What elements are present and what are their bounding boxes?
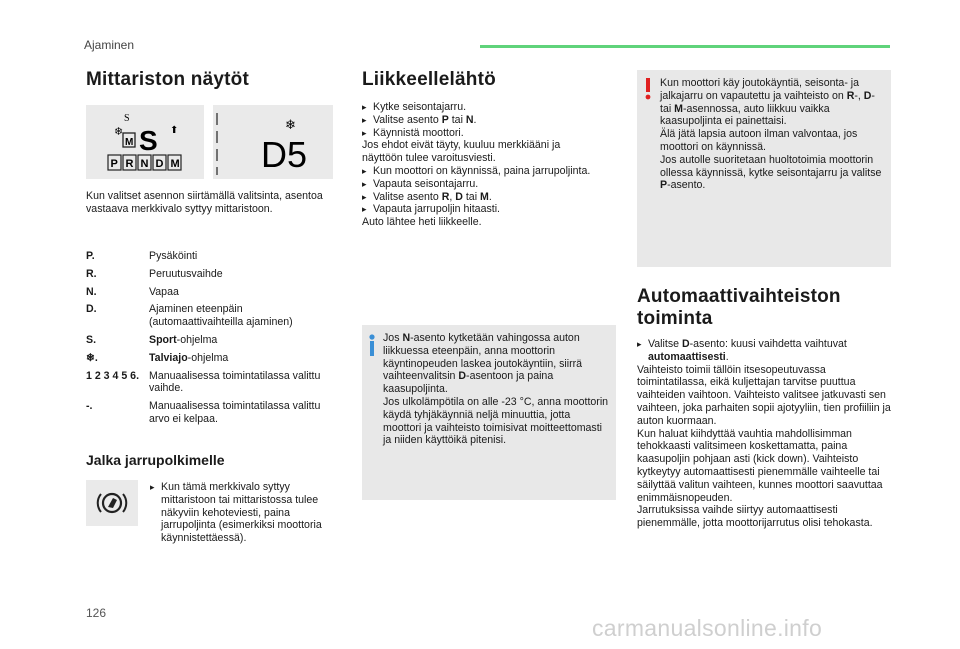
gearbox-paragraph: Vaihteisto toimii tällöin itsesopeutuvassa toimintatilassa, eikä kuljettajan tarvitse puuttua vaihteiden vaihtoon. Vaihteisto valitsee jatkuvasti sen vaihteen, joka parhaiten sopii ajotyyliin, tien profiiliin ja auton kuormaan. <box>637 363 891 427</box>
definition-row <box>86 286 326 299</box>
winter-snowflake-icon: ❄ <box>285 117 296 132</box>
definition-row <box>86 400 326 426</box>
definition-key: P. <box>86 250 95 262</box>
gearbox-paragraph: Kun haluat kiihdyttää vauhtia mahdollisimman tehokkaasti valitsimeen koskettamatta, paina kaasupoljin pohjaan asti (kick down). Vaihteisto kytkeytyy automaattisesti pienemmälle vaihteelle tai säilyttää valitun vaihteen, kunnes moottori saavuttaa enimmäisnopeuden. <box>637 427 883 504</box>
definition-value: Peruutusvaihde <box>149 267 223 280</box>
step-line: ▸ Valitse asento P tai N. <box>362 114 602 127</box>
up-arrow-icon: ⬆ <box>170 125 179 136</box>
d5-display-illustration <box>213 105 333 179</box>
definition-value: Manuaalisessa toimintatilassa valittu arvo ei kelpaa. <box>149 400 321 425</box>
selector-letter-n: N <box>140 158 149 170</box>
step-line: ▸ Käynnistä moottori. <box>362 127 602 140</box>
warning-paragraph: Jos autolle suoritetaan huoltotoimia moottorin ollessa käynnissä, kytke seisontajarru ja valitse P-asento. <box>660 153 882 192</box>
watermark: carmanualsonline.info <box>592 615 823 641</box>
definition-key: 1 2 3 4 5 6. <box>86 369 140 382</box>
info-text <box>383 332 609 447</box>
definition-value: Talviajo-ohjelma <box>149 351 229 364</box>
info-icon <box>368 334 376 356</box>
brake-text: ▸ Kun tämä merkkivalo syttyy mittaristoon tai mittaristossa tulee näkyviin kehoteviesti, paina jarrupoljinta (esimerkiksi moottoria käynnistettäessä). <box>150 481 341 545</box>
selector-letter-p: P <box>110 158 118 170</box>
driving-off-title: Liikkeellelähtö <box>362 69 496 90</box>
auto-gearbox-title: Automaattivaihteiston toiminta <box>637 286 841 329</box>
section-header: Ajaminen <box>84 38 135 52</box>
manual-m-letter: M <box>125 137 134 148</box>
selector-letter-m: M <box>170 158 180 170</box>
selector-letter-d: D <box>155 158 164 170</box>
warning-paragraph: Kun moottori käy joutokäyntiä, seisonta- ja jalkajarru on vapautettu ja vaihteisto on R-, D- tai M-asennossa, auto liikkuu vaikka kaasupoljinta ei painettaisi. <box>660 77 875 128</box>
gear-cluster-icon <box>86 105 204 179</box>
gear-definitions-list <box>86 250 326 431</box>
gearbox-paragraph: Jarrutuksissa vaihde siirtyy automaattisesti pienemmälle, jotta moottorijarrutus olisi tehokasta. <box>637 504 873 530</box>
definition-row <box>86 352 326 365</box>
definition-key: R. <box>86 267 97 280</box>
selector-letter-boxes <box>108 155 181 170</box>
gear-display-illustration <box>86 105 204 179</box>
definition-row <box>86 303 326 329</box>
definition-value: Ajaminen eteenpäin (automaattivaihteilla ajaminen) <box>149 303 293 329</box>
big-gear-letter: S <box>139 125 158 156</box>
definition-key: -. <box>86 400 93 413</box>
step-line: Auto lähtee heti liikkeelle. <box>362 216 482 229</box>
warning-exclamation-icon <box>644 78 652 100</box>
step-line: ▸ Valitse asento R, D tai M. <box>362 191 602 204</box>
foot-on-brake-icon <box>86 480 138 526</box>
definition-key: N. <box>86 285 97 298</box>
definition-row <box>86 268 326 281</box>
step-line: ▸ Vapauta seisontajarru. <box>362 178 602 191</box>
definition-value: Vapaa <box>149 285 179 298</box>
snowflake-icon: ❄ <box>114 126 124 138</box>
auto-gearbox-text <box>637 338 891 530</box>
gearbox-paragraph: ▸ Valitse D-asento: kuusi vaihdetta vaihtuvat automaattisesti. <box>637 338 891 364</box>
definition-value: Sport-ohjelma <box>149 333 218 346</box>
display-intro: Kun valitset asennon siirtämällä valitsinta, asentoa vastaava merkkivalo syttyy mittaristoon. <box>86 190 323 215</box>
warning-box <box>637 70 891 267</box>
brake-section-title: Jalka jarrupolkimelle <box>86 452 225 468</box>
definition-key: ❄. <box>86 351 98 364</box>
warning-text <box>660 77 885 192</box>
definition-key: S. <box>86 333 97 346</box>
info-box <box>362 325 616 500</box>
top-s-letter: S <box>124 113 130 124</box>
definition-value: Manuaalisessa toimintatilassa valittu vaihde. <box>149 369 321 395</box>
definition-value: Pysäköinti <box>149 250 198 262</box>
warning-paragraph: Älä jätä lapsia autoon ilman valvontaa, jos moottori on käynnissä. <box>660 128 858 153</box>
display-section-title: Mittariston näytöt <box>86 69 249 90</box>
definition-row <box>86 334 326 347</box>
step-line: Jos ehdot eivät täyty, kuuluu merkkiääni ja näyttöön tulee varoitusviesti. <box>362 139 561 165</box>
brake-icon-box <box>86 480 138 526</box>
d5-gear-readout: D5 <box>261 134 308 175</box>
selector-letter-r: R <box>125 158 134 170</box>
info-paragraph: Jos N-asento kytketään vahingossa auton liikkuessa eteenpäin, anna moottorin käyntinopeuden laskea joutokäyntiin, siirrä vaihteenvalitsin D-asentoon ja paina kaasupoljinta. <box>383 332 583 396</box>
definition-row <box>86 250 326 263</box>
definition-row <box>86 370 326 396</box>
page-number: 126 <box>86 606 107 620</box>
step-line: ▸ Kytke seisontajarru. <box>362 101 602 114</box>
step-line: ▸ Vapauta jarrupoljin hitaasti. <box>362 203 602 216</box>
step-line: ▸ Kun moottori on käynnissä, paina jarrupoljinta. <box>362 165 602 178</box>
driving-off-steps <box>362 101 602 229</box>
header-accent-bar <box>480 45 890 48</box>
definition-key: D. <box>86 303 97 316</box>
info-paragraph: Jos ulkolämpötila on alle -23 °C, anna moottorin käydä tyhjäkäynniä neljä minuuttia, jotta moottori ja vaihteisto toimisivat moitteettomasti ja niiden käyttöikä pitenisi. <box>383 395 609 447</box>
